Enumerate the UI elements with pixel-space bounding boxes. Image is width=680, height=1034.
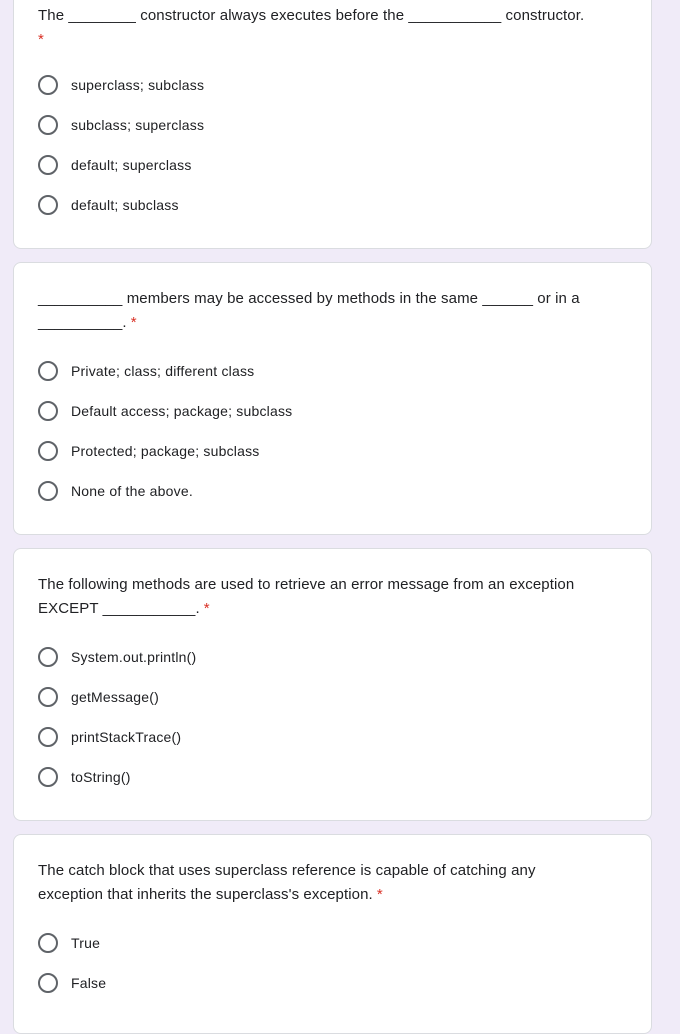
option-label: printStackTrace(): [71, 729, 182, 745]
option-radio[interactable]: [38, 153, 192, 177]
radio-button[interactable]: [38, 115, 58, 135]
question-title: [38, 573, 627, 621]
radio-button[interactable]: [38, 441, 58, 461]
question-text-line-1: The catch block that uses superclass reference is capable of catching any: [38, 862, 536, 879]
required-asterisk: *: [203, 600, 210, 617]
required-marker-row: [38, 28, 627, 52]
radio-button[interactable]: [38, 361, 58, 381]
option-radio[interactable]: [38, 113, 204, 137]
option-radio[interactable]: [38, 685, 159, 709]
required-asterisk: *: [376, 886, 383, 903]
option-label: System.out.println(): [71, 649, 197, 665]
option-radio[interactable]: [38, 439, 259, 463]
radio-button[interactable]: [38, 647, 58, 667]
question-text-line-2: EXCEPT ___________.: [38, 600, 200, 617]
option-radio[interactable]: [38, 193, 179, 217]
question-card-1: [13, 0, 652, 249]
option-label: default; subclass: [71, 197, 179, 213]
required-asterisk: *: [38, 31, 44, 48]
question-card-3: [13, 548, 652, 821]
question-card-4: [13, 834, 652, 1034]
option-label: getMessage(): [71, 689, 159, 705]
option-label: True: [71, 935, 101, 951]
radio-button[interactable]: [38, 195, 58, 215]
option-label: superclass; subclass: [71, 77, 205, 93]
question-text-line-1: __________ members may be accessed by methods in the same ______ or in a: [38, 290, 580, 307]
radio-button[interactable]: [38, 401, 58, 421]
radio-button[interactable]: [38, 767, 58, 787]
question-text: The ________ constructor always executes before the ___________ constructor.: [38, 7, 585, 24]
option-label: Private; class; different class: [71, 363, 255, 379]
question-title: [38, 4, 627, 28]
option-radio[interactable]: [38, 765, 131, 789]
radio-button[interactable]: [38, 727, 58, 747]
radio-button[interactable]: [38, 481, 58, 501]
radio-button[interactable]: [38, 75, 58, 95]
radio-button[interactable]: [38, 687, 58, 707]
question-card-2: [13, 262, 652, 535]
option-label: Protected; package; subclass: [71, 443, 260, 459]
required-asterisk: *: [130, 314, 137, 331]
option-radio[interactable]: [38, 971, 106, 995]
question-text-line-1: The following methods are used to retrieve an error message from an exception: [38, 576, 575, 593]
option-label: subclass; superclass: [71, 117, 205, 133]
option-radio[interactable]: [38, 399, 292, 423]
option-label: None of the above.: [71, 483, 193, 499]
option-label: False: [71, 975, 107, 991]
question-title: [38, 859, 627, 907]
option-label: Default access; package; subclass: [71, 403, 293, 419]
radio-button[interactable]: [38, 973, 58, 993]
option-radio[interactable]: [38, 931, 100, 955]
option-radio[interactable]: [38, 73, 204, 97]
option-radio[interactable]: [38, 645, 196, 669]
question-text-line-2: __________.: [38, 314, 127, 331]
option-radio[interactable]: [38, 359, 254, 383]
radio-button[interactable]: [38, 155, 58, 175]
option-label: default; superclass: [71, 157, 192, 173]
option-radio[interactable]: [38, 479, 193, 503]
question-title: [38, 287, 627, 335]
option-label: toString(): [71, 769, 131, 785]
question-text-line-2: exception that inherits the superclass's exception.: [38, 886, 373, 903]
radio-button[interactable]: [38, 933, 58, 953]
option-radio[interactable]: [38, 725, 181, 749]
